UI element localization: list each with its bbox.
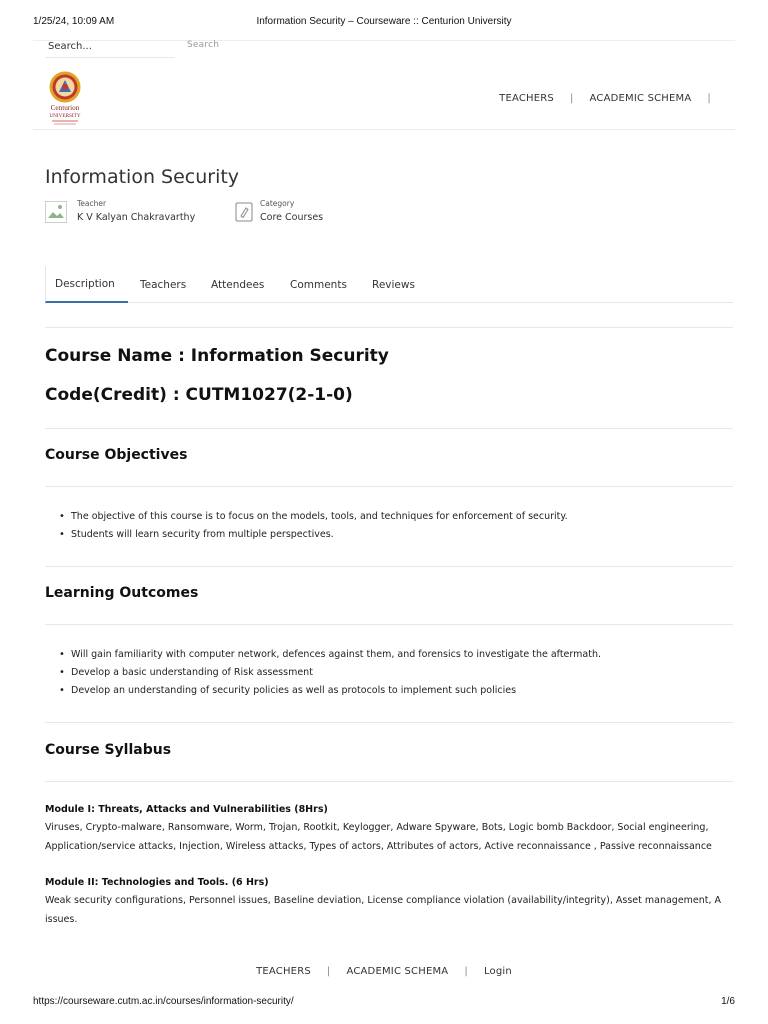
print-header [33, 16, 735, 30]
list-item: • Will gain familiarity with computer network, defences against them, and forensics to investigate the aftermath. [71, 648, 601, 666]
footer-nav-academic-schema[interactable]: ACADEMIC SCHEMA [346, 966, 449, 977]
print-datetime: 1/25/24, 10:09 AM [33, 16, 115, 27]
list-item: • The objective of this course is to focus on the models, tools, and techniques for enforcement of security. [71, 510, 568, 528]
teacher-avatar [45, 201, 67, 223]
teacher-label: Teacher [77, 199, 107, 208]
outcomes-list [71, 648, 601, 702]
divider [45, 624, 733, 625]
module-description: Weak security configurations, Personnel issues, Baseline deviation, License compliance violation (availability/integrity), Asset management, A [45, 895, 722, 906]
divider [45, 486, 733, 487]
logo-name-line1: Centurion [50, 104, 80, 112]
bookmark-icon [235, 202, 253, 222]
module-description-continued: issues. [45, 914, 78, 925]
search-button[interactable]: Search [187, 40, 220, 50]
print-page-number: 1/6 [721, 996, 735, 1007]
search-input[interactable] [45, 36, 175, 58]
tab-attendees[interactable]: Attendees [211, 278, 265, 291]
tab-description[interactable]: Description [45, 266, 128, 303]
category-label: Category [260, 199, 295, 208]
course-title: Information Security [45, 166, 240, 188]
nav-teachers[interactable]: TEACHERS [499, 93, 554, 104]
nav-separator: | [464, 966, 468, 977]
module-title: Module II: Technologies and Tools. (6 Hrs) [45, 877, 269, 888]
university-logo[interactable] [45, 70, 85, 128]
footer-nav-login[interactable]: Login [483, 966, 512, 977]
logo-name-line2: UNIVERSITY [49, 113, 81, 119]
course-code-heading: Code(Credit) : CUTM1027(2-1-0) [45, 385, 353, 405]
course-name-heading: Course Name : Information Security [45, 346, 389, 366]
category-value[interactable]: Core Courses [260, 212, 324, 223]
tab-teachers[interactable]: Teachers [140, 278, 187, 291]
divider [45, 428, 733, 429]
teacher-name[interactable]: K V Kalyan Chakravarthy [77, 212, 196, 223]
course-meta [45, 199, 405, 231]
module-title: Module I: Threats, Attacks and Vulnerabilities (8Hrs) [45, 804, 328, 815]
tab-comments[interactable]: Comments [290, 278, 347, 291]
module-description: Viruses, Crypto-malware, Ransomware, Worm, Trojan, Rootkit, Keylogger, Adware Spyware, Bots, Logic bomb Backdoor, Social engineering, Application/service attacks, Injection, Wireless attacks, Types of actors, Attributes of actors, Active reconnaissance , Passive reconnaissance [45, 822, 712, 852]
footer-nav [0, 966, 768, 977]
search-bar [45, 36, 345, 58]
print-url: https://courseware.cutm.ac.in/courses/information-security/ [33, 996, 294, 1007]
divider [45, 327, 733, 328]
teacher-info [77, 199, 195, 223]
print-page-title: Information Security – Courseware :: Centurion University [256, 16, 512, 27]
divider [45, 722, 733, 723]
list-item: • Develop a basic understanding of Risk assessment [71, 666, 601, 684]
category-info [260, 199, 323, 223]
nav-separator: | [326, 966, 331, 977]
outcomes-heading: Learning Outcomes [45, 585, 199, 601]
objectives-list [71, 510, 568, 546]
divider [45, 566, 733, 567]
list-item: • Develop an understanding of security policies as well as protocols to implement such policies [71, 684, 601, 702]
top-nav [499, 93, 727, 104]
objectives-heading: Course Objectives [45, 447, 188, 463]
tab-reviews[interactable]: Reviews [372, 278, 415, 291]
syllabus-heading: Course Syllabus [45, 742, 172, 758]
footer-nav-teachers[interactable]: TEACHERS [256, 966, 311, 977]
nav-academic-schema[interactable]: ACADEMIC SCHEMA [589, 93, 692, 104]
print-footer [33, 996, 735, 1010]
divider [45, 781, 733, 782]
logo-emblem-icon [45, 70, 85, 128]
course-tabs [45, 266, 733, 303]
nav-separator: | [569, 93, 574, 104]
nav-separator: | [707, 93, 711, 104]
list-item: • Students will learn security from multiple perspectives. [71, 528, 568, 546]
header-divider [33, 129, 735, 130]
